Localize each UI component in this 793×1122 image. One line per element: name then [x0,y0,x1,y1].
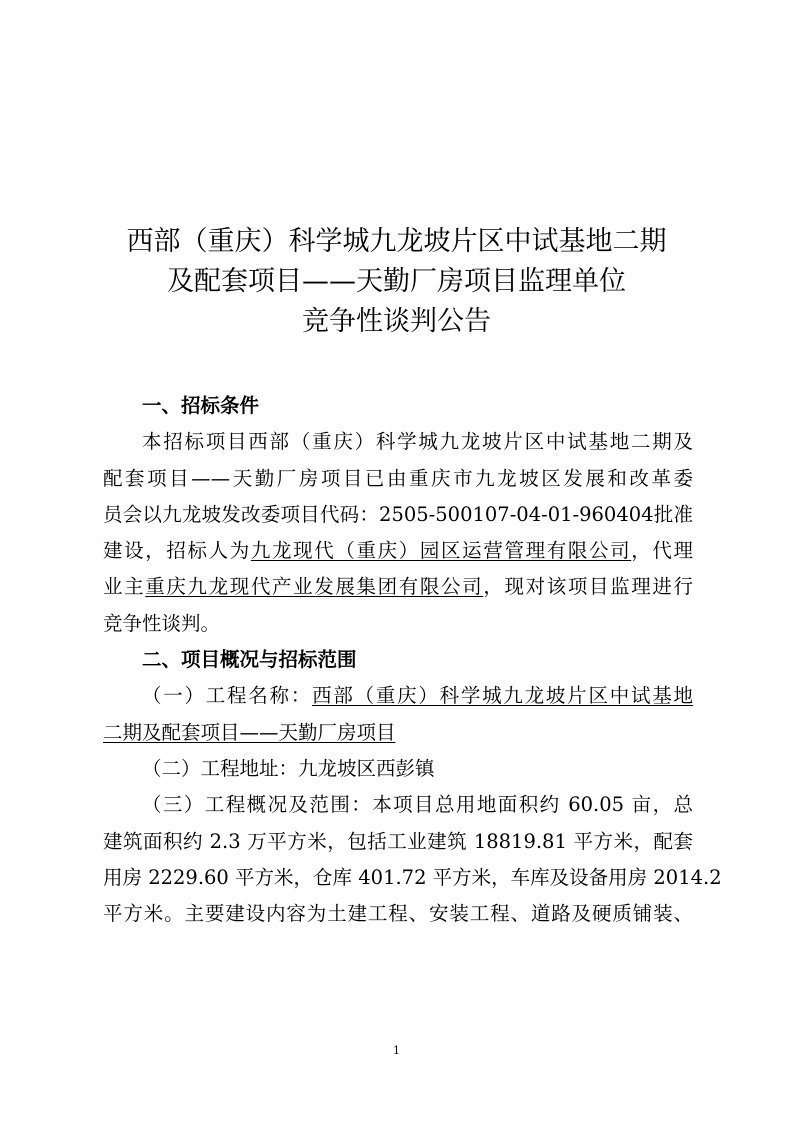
text-line: 配套项目——天勤厂房项目已由重庆市九龙坡区发展和改革委 [103,466,693,490]
text-span: 员会以九龙坡发改委项目代码： [103,502,380,526]
text-span: 批准 [653,502,693,526]
field-label: （二）工程地址： [142,756,299,780]
text-line [103,751,693,787]
paragraph-bidding-conditions [103,424,693,642]
paragraph-project-name [103,678,693,751]
text-span: 平方米，配套 [566,829,693,853]
text-line [103,715,693,751]
warehouse-area-value: 401.72 [358,865,427,889]
text-line [103,678,693,714]
text-span: 建设，招标人为 [103,539,251,563]
page-number: 1 [393,1044,400,1057]
project-name-value-cont: 二期及配套项目——天勤厂房项目 [103,720,396,744]
document-body [103,388,722,932]
document-title [60,222,733,342]
text-span: 平方米，仓库 [228,865,359,889]
section-heading-bidding-conditions: 一、招标条件 [142,394,260,417]
tenderer-name: 九龙现代（重庆）园区运营管理有限公司 [250,539,632,563]
land-area-value: 60.05 [568,793,625,817]
text-span: 建筑面积约 [103,829,210,853]
support-housing-area-value: 2229.60 [148,865,229,889]
section-heading-project-overview: 二、项目概况与招标范围 [142,648,357,672]
text-span: 万平方米，包括工业建筑 [240,829,474,853]
agent-owner-name: 重庆九龙现代产业发展集团有限公司 [145,575,484,599]
paragraph-project-scope [103,787,722,932]
title-line-1: 西部（重庆）科学城九龙坡片区中试基地二期 [126,226,667,257]
project-code: 2505-500107-04-01-960404 [379,502,654,526]
text-line [103,824,693,860]
text-line [103,497,693,533]
project-name-value: 西部（重庆）科学城九龙坡片区中试基地 [312,684,693,708]
text-span: 平方米，车库及设备用房 [426,865,654,889]
text-span: ，现对该项目监理进行 [483,575,693,599]
garage-area-value: 2014.2 [653,865,722,889]
field-label: （一）工程名称： [142,684,313,708]
text-line [103,860,722,896]
text-line [103,533,693,569]
paragraph-project-address [103,751,693,787]
building-area-value: 2.3 [209,829,241,853]
title-line-3: 竞争性谈判公告 [302,306,491,337]
text-line [103,569,693,605]
text-span: ，代理 [631,539,693,563]
text-line: 本招标项目西部（重庆）科学城九龙坡片区中试基地二期及 [142,430,693,454]
text-span: （三）工程概况及范围：本项目总用地面积约 [142,793,569,817]
title-line-2: 及配套项目——天勤厂房项目监理单位 [167,266,626,297]
text-span: 亩，总 [624,793,693,817]
text-line [103,787,693,823]
industrial-area-value: 18819.81 [473,829,567,853]
text-span: 用房 [103,865,149,889]
text-line: 平方米。主要建设内容为土建工程、安装工程、道路及硬质铺装、 [103,902,693,926]
text-line: 竞争性谈判。 [103,611,221,635]
text-span: 业主 [103,575,146,599]
project-address-value: 九龙坡区西彭镇 [298,756,435,780]
